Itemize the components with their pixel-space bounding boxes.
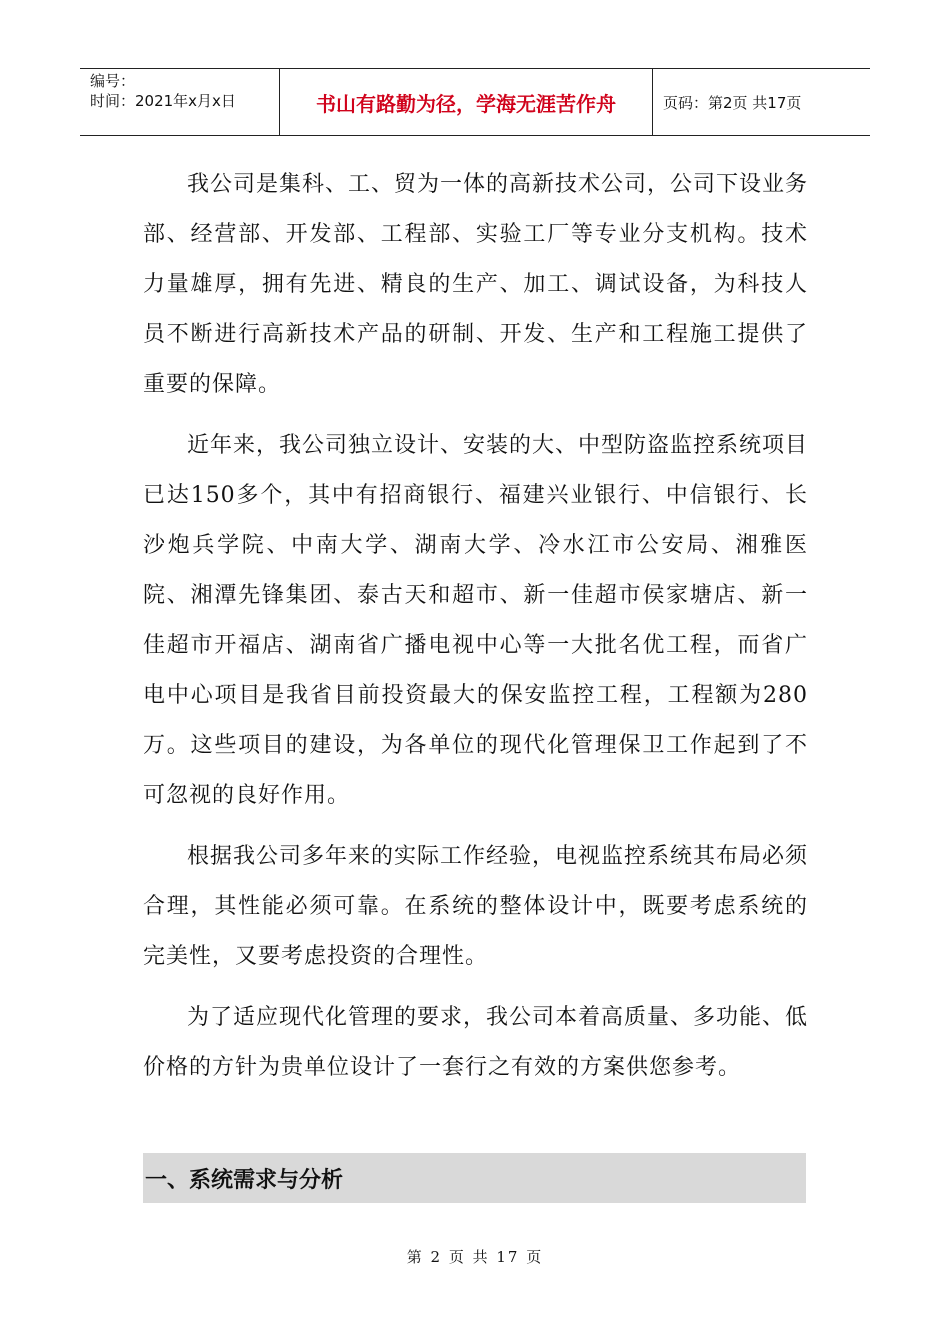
date-label: 时间：2021年x月x日 [90,92,236,110]
page-footer: 第 2 页 共 17 页 [406,1248,544,1266]
section-heading: 一、系统需求与分析 [143,1153,806,1203]
page-header [80,68,870,136]
header-meta [80,69,280,135]
paragraph-company-intro: 我公司是集科、工、贸为一体的高新技术公司，公司下设业务部、经营部、开发部、工程部、实验工厂等专业分支机构。技术力量雄厚，拥有先进、精良的生产、加工、调试设备，为科技人员不断进行高新技术产品的研制、开发、生产和工程施工提供了重要的保障。 [143,172,809,397]
document-body [143,160,808,1104]
paragraph-proposal: 为了适应现代化管理的要求，我公司本着高质量、多功能、低价格的方针为贵单位设计了一套行之有效的方案供您参考。 [143,1005,809,1080]
number-label: 编号： [90,72,136,90]
header-motto: 书山有路勤为径，学海无涯苦作舟 [280,69,653,135]
paragraph-experience: 根据我公司多年来的实际工作经验，电视监控系统其布局必须合理，其性能必须可靠。在系统的整体设计中，既要考虑系统的完美性，又要考虑投资的合理性。 [143,844,809,969]
paragraph-projects: 近年来，我公司独立设计、安装的大、中型防盗监控系统项目已达150多个，其中有招商银行、福建兴业银行、中信银行、长沙炮兵学院、中南大学、湖南大学、冷水江市公安局、湘雅医院、湘潭先锋集团、泰古天和超市、新一佳超市侯家塘店、新一佳超市开福店、湖南省广播电视中心等一大批名优工程，而省广电中心项目是我省目前投资最大的保安监控工程，工程额为280万。这些项目的建设，为各单位的现代化管理保卫工作起到了不可忽视的良好作用。 [143,433,809,808]
header-page-info: 页码：第2页 共17页 [663,93,802,112]
